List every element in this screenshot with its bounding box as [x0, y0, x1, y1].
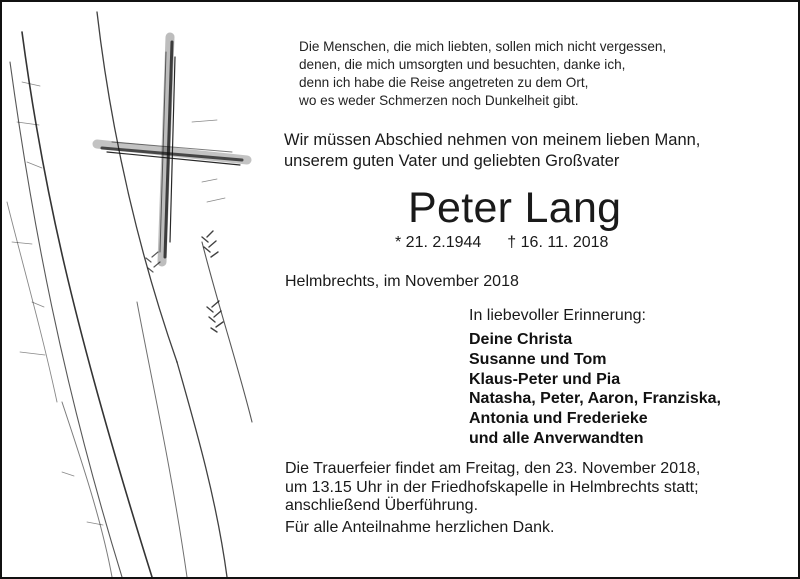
- poem-line: denen, die mich umsorgten und besuchten, danke ich,: [299, 57, 626, 72]
- poem-line: Die Menschen, die mich liebten, sollen mich nicht vergessen,: [299, 39, 667, 54]
- birth-date: * 21. 2.1944: [395, 234, 482, 251]
- service-line: um 13.15 Uhr in der Friedhofskapelle in Helmbrechts statt;: [285, 478, 699, 496]
- mourners-list: [469, 330, 721, 449]
- farewell-intro: [284, 130, 700, 171]
- cross-and-wheat-ornament: [2, 2, 272, 577]
- mourner-line: Deine Christa: [469, 331, 573, 348]
- life-dates: [395, 233, 608, 253]
- service-line: anschließend Überführung.: [285, 497, 479, 514]
- memorial-poem: [299, 38, 666, 110]
- mourner-line: und alle Anverwandten: [469, 429, 644, 447]
- thanks-note: Für alle Anteilnahme herzlichen Dank.: [285, 519, 555, 536]
- funeral-service-info: [285, 460, 700, 516]
- poem-line: denn ich habe die Reise angetreten zu dem Ort,: [299, 75, 589, 90]
- poem-line: wo es weder Schmerzen noch Dunkelheit gibt.: [299, 93, 579, 108]
- mourner-line: Natasha, Peter, Aaron, Franziska,: [469, 390, 721, 408]
- mourner-line: Klaus-Peter und Pia: [469, 370, 621, 388]
- service-line: Die Trauerfeier findet am Freitag, den 23. November 2018,: [285, 460, 701, 477]
- place-and-date: Helmbrechts, im November 2018: [285, 273, 519, 290]
- intro-line: unserem guten Vater und geliebten Großvater: [284, 151, 620, 170]
- intro-line: Wir müssen Abschied nehmen von meinem lieben Mann,: [284, 131, 701, 149]
- death-date: † 16. 11. 2018: [507, 234, 609, 251]
- mourner-line: Antonia und Frederieke: [469, 410, 648, 428]
- deceased-name: Peter Lang: [408, 184, 622, 232]
- mourner-line: Susanne und Tom: [469, 350, 607, 368]
- memory-label: In liebevoller Erinnerung:: [469, 307, 646, 324]
